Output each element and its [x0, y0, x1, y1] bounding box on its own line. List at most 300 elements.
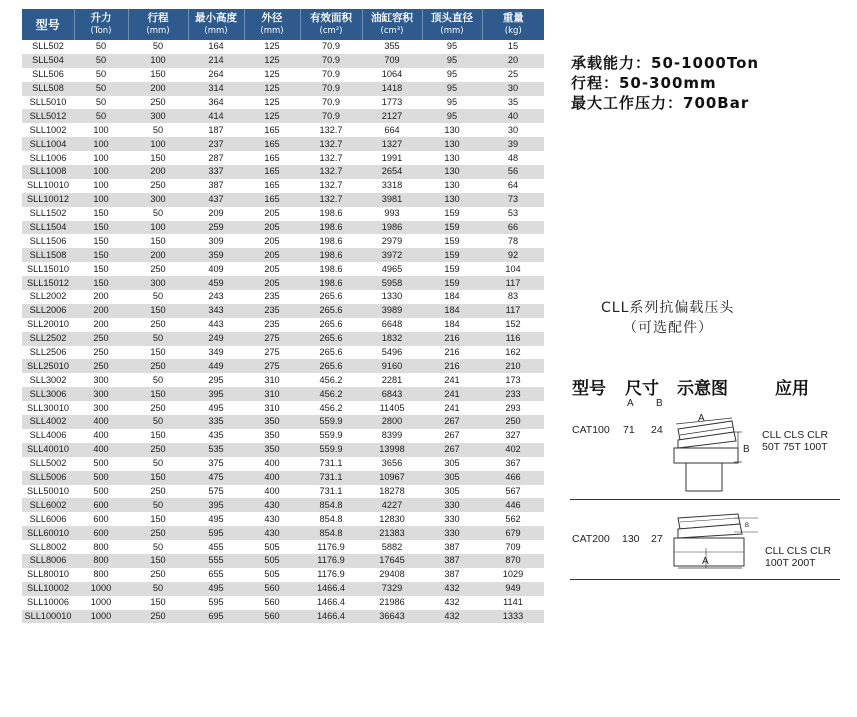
cell-saddle-diameter: 432 [422, 610, 482, 624]
cell-lift: 150 [74, 221, 128, 235]
cell-effective-area: 70.9 [300, 109, 362, 123]
table-row [22, 193, 544, 207]
cell-outer-diameter: 165 [244, 179, 300, 193]
cell-cylinder-volume: 3972 [362, 248, 422, 262]
cat100-diagram [672, 410, 762, 494]
pressure-text: 最大工作压力：700Bar [571, 94, 750, 112]
dim-b-label: B [656, 398, 663, 409]
cell-stroke: 250 [128, 96, 188, 110]
cell-cylinder-volume: 3318 [362, 179, 422, 193]
cell-model: SLL1008 [22, 165, 74, 179]
cell-lift: 100 [74, 165, 128, 179]
cell-outer-diameter: 505 [244, 554, 300, 568]
cell-effective-area: 132.7 [300, 123, 362, 137]
cell-cylinder-volume: 993 [362, 207, 422, 221]
table-row [22, 207, 544, 221]
cell-effective-area: 265.6 [300, 304, 362, 318]
cell-stroke: 100 [128, 137, 188, 151]
table-row [22, 123, 544, 137]
table-row [22, 137, 544, 151]
cell-cylinder-volume: 13998 [362, 443, 422, 457]
cell-cylinder-volume: 1832 [362, 332, 422, 346]
cell-min-height: 375 [188, 457, 244, 471]
table-row [22, 512, 544, 526]
cell-outer-diameter: 205 [244, 248, 300, 262]
cell-stroke: 200 [128, 165, 188, 179]
cell-min-height: 335 [188, 415, 244, 429]
cell-weight: 250 [482, 415, 544, 429]
cell-lift: 200 [74, 290, 128, 304]
cell-outer-diameter: 560 [244, 582, 300, 596]
cell-outer-diameter: 125 [244, 82, 300, 96]
cell-saddle-diameter: 130 [422, 165, 482, 179]
cell-lift: 1000 [74, 582, 128, 596]
header-stroke: 行程 (mm) [128, 9, 188, 40]
cell-saddle-diameter: 130 [422, 123, 482, 137]
cell-outer-diameter: 205 [244, 221, 300, 235]
cell-stroke: 250 [128, 401, 188, 415]
cell-min-height: 414 [188, 109, 244, 123]
cell-lift: 50 [74, 96, 128, 110]
cell-cylinder-volume: 1064 [362, 68, 422, 82]
cell-saddle-diameter: 184 [422, 304, 482, 318]
cell-saddle-diameter: 159 [422, 248, 482, 262]
table-row [22, 82, 544, 96]
cell-saddle-diameter: 216 [422, 359, 482, 373]
cell-weight: 25 [482, 68, 544, 82]
cell-effective-area: 70.9 [300, 96, 362, 110]
cell-outer-diameter: 205 [244, 234, 300, 248]
cell-cylinder-volume: 11405 [362, 401, 422, 415]
cell-outer-diameter: 560 [244, 596, 300, 610]
cell-weight: 1029 [482, 568, 544, 582]
cell-effective-area: 854.8 [300, 512, 362, 526]
cat100-model: CAT100 [572, 424, 610, 436]
cell-outer-diameter: 125 [244, 54, 300, 68]
cell-outer-diameter: 505 [244, 568, 300, 582]
cell-saddle-diameter: 159 [422, 262, 482, 276]
cell-cylinder-volume: 10967 [362, 471, 422, 485]
cell-stroke: 50 [128, 123, 188, 137]
cell-lift: 200 [74, 304, 128, 318]
cell-stroke: 100 [128, 221, 188, 235]
cell-lift: 400 [74, 429, 128, 443]
cell-effective-area: 1466.4 [300, 610, 362, 624]
cell-saddle-diameter: 130 [422, 137, 482, 151]
table-row [22, 304, 544, 318]
table-row [22, 96, 544, 110]
cell-outer-diameter: 430 [244, 526, 300, 540]
cell-lift: 500 [74, 457, 128, 471]
table-row [22, 262, 544, 276]
cell-effective-area: 559.9 [300, 443, 362, 457]
cell-lift: 100 [74, 137, 128, 151]
cell-stroke: 150 [128, 234, 188, 248]
cat200-apply-line2: 100T 200T [765, 557, 816, 569]
separator-1 [570, 499, 840, 500]
cat200-apply [765, 545, 831, 569]
cell-cylinder-volume: 6648 [362, 318, 422, 332]
cell-stroke: 150 [128, 387, 188, 401]
table-row [22, 471, 544, 485]
table-row [22, 554, 544, 568]
cell-outer-diameter: 165 [244, 151, 300, 165]
cell-model: SLL8002 [22, 540, 74, 554]
cat100-label-b: B [743, 444, 750, 455]
cell-lift: 600 [74, 498, 128, 512]
cell-model: SLL10006 [22, 596, 74, 610]
cell-cylinder-volume: 1327 [362, 137, 422, 151]
cell-weight: 162 [482, 346, 544, 360]
cell-saddle-diameter: 95 [422, 68, 482, 82]
cell-weight: 39 [482, 137, 544, 151]
cell-outer-diameter: 125 [244, 40, 300, 54]
cell-saddle-diameter: 95 [422, 96, 482, 110]
cell-lift: 100 [74, 179, 128, 193]
cell-saddle-diameter: 241 [422, 373, 482, 387]
cell-weight: 367 [482, 457, 544, 471]
cell-outer-diameter: 275 [244, 359, 300, 373]
cell-effective-area: 1176.9 [300, 554, 362, 568]
cell-outer-diameter: 165 [244, 193, 300, 207]
cell-cylinder-volume: 8399 [362, 429, 422, 443]
cell-outer-diameter: 560 [244, 610, 300, 624]
cell-model: SLL10010 [22, 179, 74, 193]
cell-lift: 50 [74, 40, 128, 54]
cell-weight: 949 [482, 582, 544, 596]
cell-effective-area: 731.1 [300, 457, 362, 471]
cell-stroke: 50 [128, 540, 188, 554]
header-saddle-diameter: 顶头直径 (mm) [422, 9, 482, 40]
cell-cylinder-volume: 9160 [362, 359, 422, 373]
cell-effective-area: 70.9 [300, 54, 362, 68]
cat200-b: 27 [651, 533, 663, 545]
table-row [22, 401, 544, 415]
cell-model: SLL3006 [22, 387, 74, 401]
cell-saddle-diameter: 95 [422, 109, 482, 123]
cell-outer-diameter: 400 [244, 485, 300, 499]
table-row [22, 359, 544, 373]
cell-outer-diameter: 310 [244, 387, 300, 401]
cell-model: SLL2506 [22, 346, 74, 360]
table-row [22, 40, 544, 54]
cell-effective-area: 265.6 [300, 359, 362, 373]
cell-weight: 117 [482, 304, 544, 318]
cell-stroke: 150 [128, 429, 188, 443]
cell-effective-area: 456.2 [300, 387, 362, 401]
cell-effective-area: 132.7 [300, 151, 362, 165]
cell-min-height: 495 [188, 512, 244, 526]
cell-lift: 800 [74, 554, 128, 568]
table-row [22, 318, 544, 332]
cell-cylinder-volume: 17645 [362, 554, 422, 568]
header-min-height: 最小高度 (mm) [188, 9, 244, 40]
cell-stroke: 200 [128, 82, 188, 96]
cell-model: SLL5012 [22, 109, 74, 123]
table-row [22, 596, 544, 610]
cell-model: SLL5006 [22, 471, 74, 485]
cell-min-height: 555 [188, 554, 244, 568]
cell-lift: 300 [74, 373, 128, 387]
cell-effective-area: 854.8 [300, 498, 362, 512]
cell-lift: 100 [74, 123, 128, 137]
table-row [22, 443, 544, 457]
cell-min-height: 443 [188, 318, 244, 332]
stroke-text: 行程：50-300mm [571, 74, 717, 92]
table-row [22, 485, 544, 499]
cell-outer-diameter: 350 [244, 443, 300, 457]
cell-effective-area: 198.6 [300, 207, 362, 221]
cell-min-height: 187 [188, 123, 244, 137]
table-row [22, 387, 544, 401]
cell-lift: 400 [74, 443, 128, 457]
cell-weight: 30 [482, 123, 544, 137]
cell-lift: 800 [74, 568, 128, 582]
cell-weight: 327 [482, 429, 544, 443]
cell-outer-diameter: 205 [244, 276, 300, 290]
cell-cylinder-volume: 1330 [362, 290, 422, 304]
cell-effective-area: 559.9 [300, 429, 362, 443]
cell-stroke: 250 [128, 179, 188, 193]
cell-outer-diameter: 235 [244, 304, 300, 318]
cell-saddle-diameter: 241 [422, 401, 482, 415]
cell-saddle-diameter: 267 [422, 429, 482, 443]
col-head-model: 型号 [572, 379, 606, 399]
cell-min-height: 237 [188, 137, 244, 151]
cell-outer-diameter: 275 [244, 346, 300, 360]
cell-min-height: 249 [188, 332, 244, 346]
cell-lift: 150 [74, 276, 128, 290]
cell-cylinder-volume: 5496 [362, 346, 422, 360]
cell-cylinder-volume: 709 [362, 54, 422, 68]
cell-stroke: 50 [128, 332, 188, 346]
cell-cylinder-volume: 4965 [362, 262, 422, 276]
cell-saddle-diameter: 130 [422, 179, 482, 193]
cell-cylinder-volume: 355 [362, 40, 422, 54]
cell-effective-area: 132.7 [300, 165, 362, 179]
cat100-apply [762, 429, 828, 453]
cell-min-height: 595 [188, 596, 244, 610]
cell-outer-diameter: 505 [244, 540, 300, 554]
table-row [22, 415, 544, 429]
table-row [22, 526, 544, 540]
cell-saddle-diameter: 267 [422, 415, 482, 429]
cell-stroke: 150 [128, 304, 188, 318]
cell-effective-area: 1466.4 [300, 582, 362, 596]
cell-lift: 100 [74, 151, 128, 165]
cell-lift: 500 [74, 485, 128, 499]
cell-weight: 152 [482, 318, 544, 332]
cell-effective-area: 731.1 [300, 485, 362, 499]
cell-stroke: 150 [128, 346, 188, 360]
cell-min-height: 287 [188, 151, 244, 165]
cell-saddle-diameter: 95 [422, 54, 482, 68]
cell-weight: 567 [482, 485, 544, 499]
cell-model: SLL1508 [22, 248, 74, 262]
cell-lift: 150 [74, 234, 128, 248]
cell-model: SLL4006 [22, 429, 74, 443]
cell-effective-area: 1466.4 [300, 596, 362, 610]
cell-weight: 1141 [482, 596, 544, 610]
cell-model: SLL6002 [22, 498, 74, 512]
cell-lift: 500 [74, 471, 128, 485]
cell-cylinder-volume: 3989 [362, 304, 422, 318]
cell-outer-diameter: 125 [244, 109, 300, 123]
cell-stroke: 50 [128, 582, 188, 596]
cell-saddle-diameter: 159 [422, 221, 482, 235]
cell-min-height: 575 [188, 485, 244, 499]
cell-effective-area: 854.8 [300, 526, 362, 540]
cell-outer-diameter: 430 [244, 512, 300, 526]
cell-saddle-diameter: 95 [422, 82, 482, 96]
cell-min-height: 264 [188, 68, 244, 82]
cell-weight: 104 [482, 262, 544, 276]
cell-stroke: 50 [128, 207, 188, 221]
cell-min-height: 337 [188, 165, 244, 179]
cell-stroke: 50 [128, 40, 188, 54]
cell-weight: 562 [482, 512, 544, 526]
cell-min-height: 395 [188, 387, 244, 401]
cell-saddle-diameter: 159 [422, 276, 482, 290]
cell-outer-diameter: 430 [244, 498, 300, 512]
cell-saddle-diameter: 432 [422, 582, 482, 596]
cell-weight: 35 [482, 96, 544, 110]
cell-stroke: 150 [128, 596, 188, 610]
header-weight: 重量 (kg) [482, 9, 544, 40]
table-row [22, 610, 544, 624]
cell-model: SLL40010 [22, 443, 74, 457]
cell-model: SLL15012 [22, 276, 74, 290]
cell-lift: 50 [74, 109, 128, 123]
cell-outer-diameter: 400 [244, 471, 300, 485]
cell-lift: 100 [74, 193, 128, 207]
cell-saddle-diameter: 305 [422, 485, 482, 499]
header-cylinder-volume: 油缸容积 (cm³) [362, 9, 422, 40]
cell-saddle-diameter: 387 [422, 568, 482, 582]
cell-stroke: 300 [128, 193, 188, 207]
cell-model: SLL25010 [22, 359, 74, 373]
cell-model: SLL504 [22, 54, 74, 68]
cell-weight: 73 [482, 193, 544, 207]
cell-weight: 92 [482, 248, 544, 262]
cell-saddle-diameter: 330 [422, 512, 482, 526]
cell-cylinder-volume: 29408 [362, 568, 422, 582]
cell-saddle-diameter: 387 [422, 540, 482, 554]
cat200-label-b: B [745, 523, 750, 529]
cell-stroke: 50 [128, 373, 188, 387]
cell-cylinder-volume: 5958 [362, 276, 422, 290]
cell-min-height: 364 [188, 96, 244, 110]
cell-outer-diameter: 400 [244, 457, 300, 471]
cell-effective-area: 198.6 [300, 262, 362, 276]
table-row [22, 582, 544, 596]
cell-cylinder-volume: 4227 [362, 498, 422, 512]
cell-stroke: 50 [128, 415, 188, 429]
cell-model: SLL20010 [22, 318, 74, 332]
cell-weight: 56 [482, 165, 544, 179]
cell-outer-diameter: 125 [244, 96, 300, 110]
cell-saddle-diameter: 216 [422, 332, 482, 346]
cell-saddle-diameter: 184 [422, 318, 482, 332]
cell-min-height: 314 [188, 82, 244, 96]
cell-outer-diameter: 205 [244, 207, 300, 221]
cell-lift: 250 [74, 359, 128, 373]
cell-min-height: 214 [188, 54, 244, 68]
cell-weight: 709 [482, 540, 544, 554]
cell-cylinder-volume: 1773 [362, 96, 422, 110]
cell-stroke: 150 [128, 151, 188, 165]
cell-model: SLL15010 [22, 262, 74, 276]
cell-lift: 800 [74, 540, 128, 554]
cell-min-height: 535 [188, 443, 244, 457]
cell-weight: 233 [482, 387, 544, 401]
cell-lift: 250 [74, 346, 128, 360]
cell-effective-area: 198.6 [300, 276, 362, 290]
cell-min-height: 309 [188, 234, 244, 248]
cell-lift: 1000 [74, 596, 128, 610]
cell-model: SLL50010 [22, 485, 74, 499]
cell-weight: 679 [482, 526, 544, 540]
cell-saddle-diameter: 267 [422, 443, 482, 457]
cell-outer-diameter: 235 [244, 290, 300, 304]
col-head-diagram: 示意图 [677, 379, 728, 399]
cell-cylinder-volume: 2281 [362, 373, 422, 387]
cell-min-height: 295 [188, 373, 244, 387]
cell-min-height: 164 [188, 40, 244, 54]
cell-saddle-diameter: 184 [422, 290, 482, 304]
cell-outer-diameter: 165 [244, 165, 300, 179]
cell-effective-area: 198.6 [300, 221, 362, 235]
cell-min-height: 435 [188, 429, 244, 443]
cell-stroke: 300 [128, 109, 188, 123]
cell-saddle-diameter: 330 [422, 498, 482, 512]
cell-lift: 200 [74, 318, 128, 332]
table-row [22, 290, 544, 304]
cell-cylinder-volume: 18278 [362, 485, 422, 499]
cell-model: SLL2502 [22, 332, 74, 346]
cell-weight: 20 [482, 54, 544, 68]
cell-model: SLL502 [22, 40, 74, 54]
cell-cylinder-volume: 2979 [362, 234, 422, 248]
cell-weight: 116 [482, 332, 544, 346]
cell-stroke: 250 [128, 262, 188, 276]
header-model: 型号 [22, 9, 74, 40]
table-row [22, 429, 544, 443]
col-head-apply: 应用 [775, 379, 809, 399]
header-lift: 升力 (Ton) [74, 9, 128, 40]
cell-weight: 15 [482, 40, 544, 54]
cell-outer-diameter: 125 [244, 68, 300, 82]
table-row [22, 332, 544, 346]
cell-cylinder-volume: 12830 [362, 512, 422, 526]
cell-saddle-diameter: 330 [422, 526, 482, 540]
cell-model: SLL80010 [22, 568, 74, 582]
cell-model: SLL5010 [22, 96, 74, 110]
cell-model: SLL2002 [22, 290, 74, 304]
cell-effective-area: 70.9 [300, 40, 362, 54]
cell-saddle-diameter: 95 [422, 40, 482, 54]
cell-stroke: 250 [128, 443, 188, 457]
cell-weight: 48 [482, 151, 544, 165]
cell-model: SLL1004 [22, 137, 74, 151]
cell-weight: 210 [482, 359, 544, 373]
cell-model: SLL6006 [22, 512, 74, 526]
cell-outer-diameter: 235 [244, 318, 300, 332]
cell-outer-diameter: 165 [244, 137, 300, 151]
table-row [22, 276, 544, 290]
table-row [22, 498, 544, 512]
cell-outer-diameter: 350 [244, 429, 300, 443]
